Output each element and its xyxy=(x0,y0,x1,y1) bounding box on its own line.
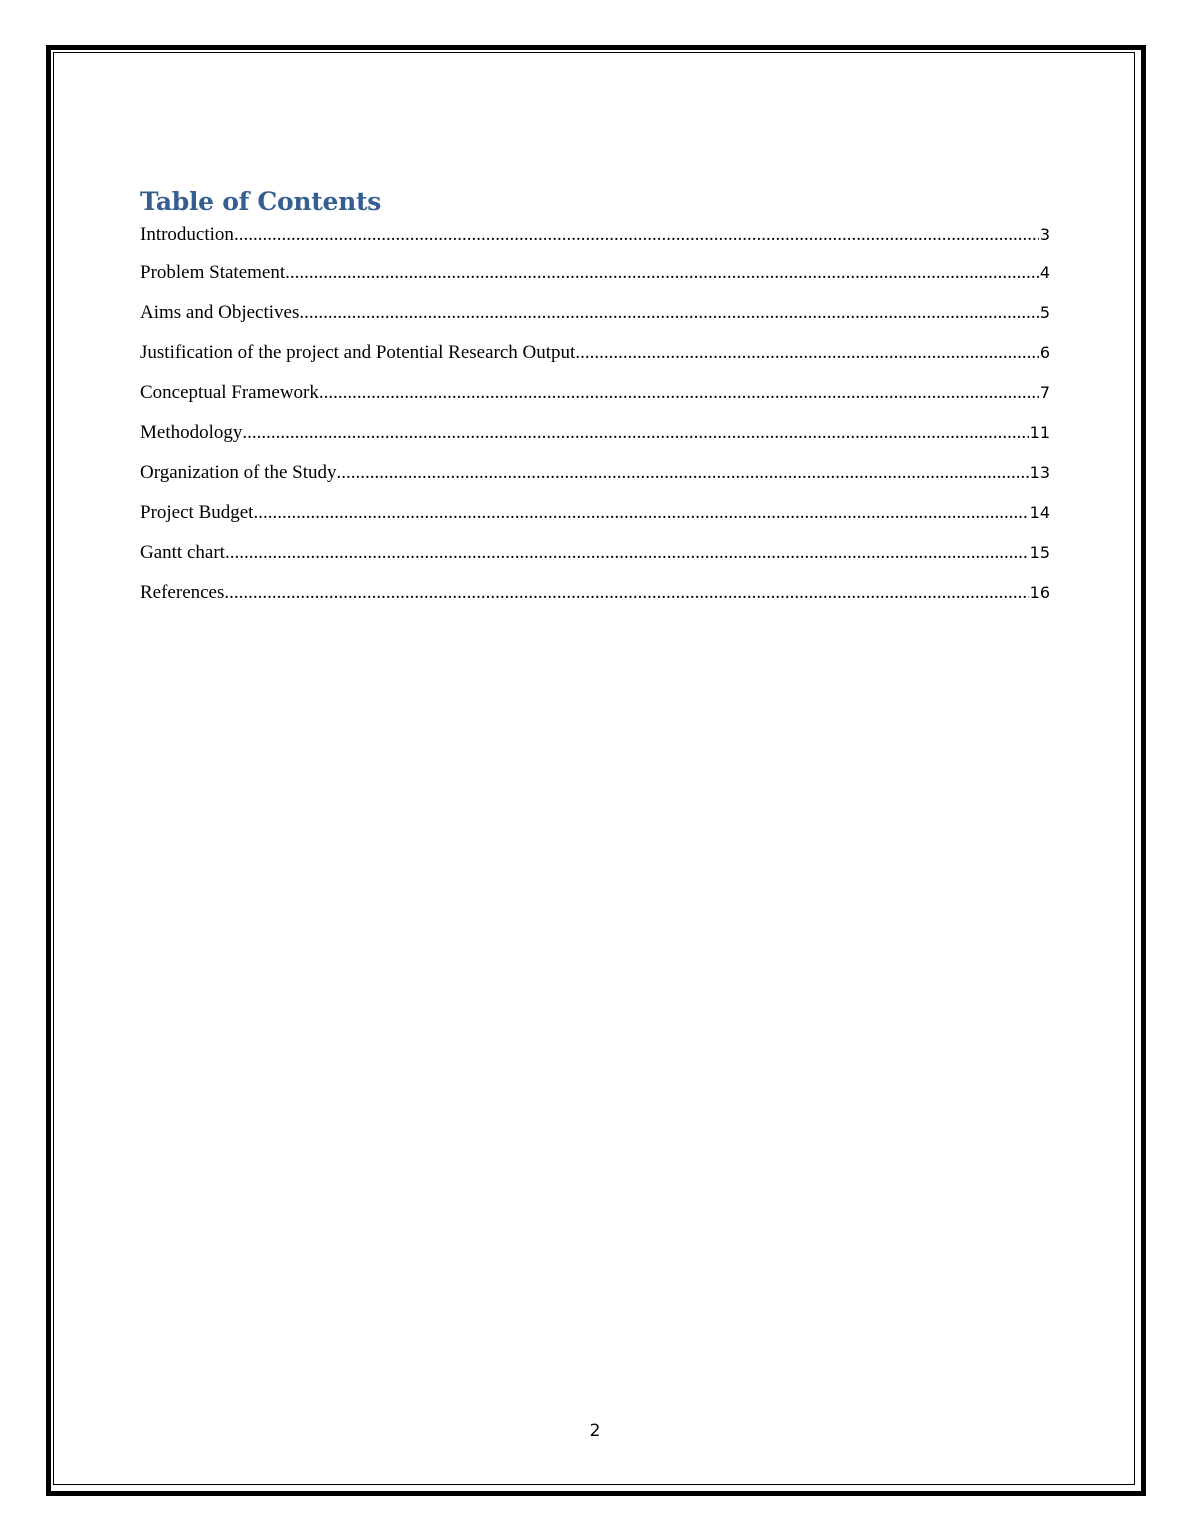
toc-dot-leader xyxy=(253,502,1028,524)
toc-entry-page: 5 xyxy=(1039,303,1050,322)
toc-entry-page: 11 xyxy=(1029,423,1050,442)
toc-entry-label: Justification of the project and Potential Research Output xyxy=(140,342,576,363)
toc-entry-aims-and-objectives[interactable] xyxy=(140,302,1050,342)
toc-entry-conceptual-framework[interactable] xyxy=(140,382,1050,422)
toc-entry-project-budget[interactable] xyxy=(140,502,1050,542)
toc-entry-methodology[interactable] xyxy=(140,422,1050,462)
toc-dot-leader xyxy=(285,262,1039,284)
toc-entry-page: 7 xyxy=(1039,383,1050,402)
toc-dot-leader xyxy=(225,542,1029,564)
page-number: 2 xyxy=(589,1421,601,1441)
toc-entry-label: Aims and Objectives xyxy=(140,302,300,323)
toc-entry-gantt-chart[interactable] xyxy=(140,542,1050,582)
toc-title: Table of Contents xyxy=(140,187,382,216)
toc-entry-label: Project Budget xyxy=(140,502,254,523)
toc-entry-organization-of-the-study[interactable] xyxy=(140,462,1050,502)
toc-entry-page: 16 xyxy=(1029,583,1050,602)
toc-entry-page: 3 xyxy=(1039,225,1050,244)
toc-dot-leader xyxy=(242,422,1028,444)
toc-dot-leader xyxy=(336,462,1028,484)
toc-entry-page: 13 xyxy=(1029,463,1050,482)
toc-entry-page: 4 xyxy=(1039,263,1050,282)
toc-dot-leader xyxy=(234,224,1039,246)
toc-entry-page: 6 xyxy=(1039,343,1050,362)
toc-entry-label: Methodology xyxy=(140,422,243,443)
toc-entry-label: Organization of the Study xyxy=(140,462,337,483)
toc-dot-leader xyxy=(575,342,1039,364)
toc-entry-label: Problem Statement xyxy=(140,262,286,283)
toc-entry-problem-statement[interactable] xyxy=(140,262,1050,302)
toc-entry-label: References xyxy=(140,582,225,603)
table-of-contents xyxy=(140,186,1050,622)
toc-dot-leader xyxy=(224,582,1028,604)
toc-entry-justification[interactable] xyxy=(140,342,1050,382)
toc-entry-page: 15 xyxy=(1029,543,1050,562)
toc-dot-leader xyxy=(299,302,1038,324)
toc-entry-references[interactable] xyxy=(140,582,1050,622)
toc-entry-introduction[interactable] xyxy=(140,224,1050,262)
toc-entry-label: Gantt chart xyxy=(140,542,225,563)
toc-entry-label: Conceptual Framework xyxy=(140,382,319,403)
toc-entry-page: 14 xyxy=(1029,503,1050,522)
toc-entry-label: Introduction xyxy=(140,224,234,245)
toc-dot-leader xyxy=(319,382,1039,404)
